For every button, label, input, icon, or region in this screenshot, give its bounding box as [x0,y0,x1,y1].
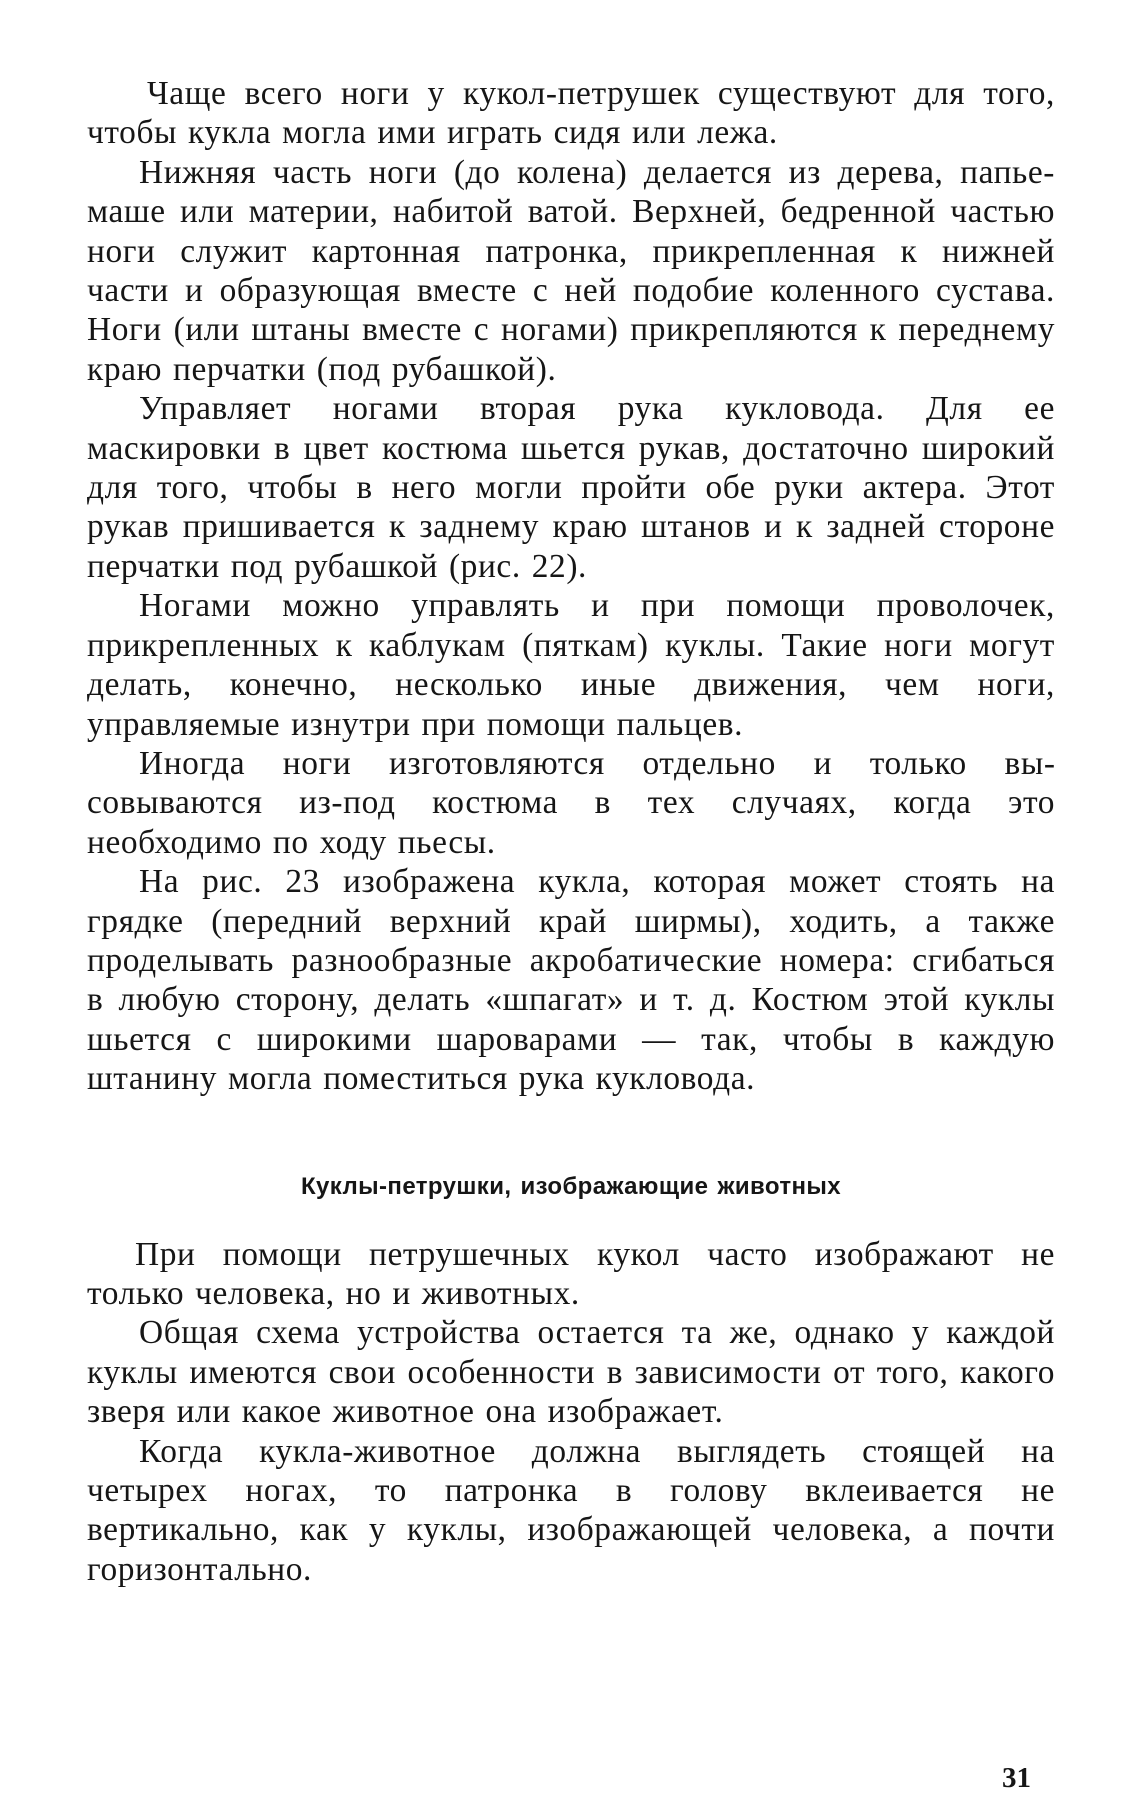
paragraph-acrobat-puppet: На рис. 23 изображена кукла, которая может стоять на грядке (передний верхний край ширмы), ходить, а также проделывать разнообразные акробатические номера: сгибаться в любую сторону, делать «шпагат» и т. д. Костюм этой куклы шьется с широкими шароварами — так, чтобы в каждую штанину могла поместиться рука кукловода. [87,863,1055,1098]
paragraph-legs-control: Управляет ногами вторая рука кукловода. Для ее маскировки в цвет костюма шьется рукав, достаточно широкий для того, чтобы в него могли пройти обе руки актера. Этот рукав пришивается к заднему краю штанов и к задней стороне перчатки под рубашкой (рис. 22). [87,390,1055,585]
paragraph-animals-four-legs: Когда кукла-животное должна выглядеть стоящей на четырех ногах, то патронка в голову вклеивается не вертикально, как у куклы, изображающей человека, а почти горизонтально. [87,1432,1055,1588]
paragraph-legs-purpose: Чаще всего ноги у кукол-петрушек существуют для того, чтобы кукла могла ими играть сидя или лежа. [87,75,1055,152]
paragraph-animals-intro: При помощи петрушечных кукол часто изображают не только человека, но и животных. [87,1235,1055,1312]
page-body [87,74,1055,1589]
paragraph-legs-separate: Иногда ноги изготовляются отдельно и только высовываются из-под костюма в тех случаях, когда это необходимо по ходу пьесы. [87,744,1055,861]
paragraph-legs-wires: Ногами можно управлять и при помощи проволочек, прикрепленных к каблукам (пяткам) куклы. Такие ноги могут делать, конечно, несколько иные движения, чем ноги, управляемые изнутри при помощи пальцев. [87,587,1055,743]
paragraph-animals-scheme: Общая схема устройства остается та же, однако у каждой куклы имеются свои особенности в зависимости от того, какого зверя или какое животное она изображает. [87,1314,1055,1431]
paragraph-legs-construction: Нижняя часть ноги (до колена) делается из дерева, папье-маше или материи, набитой ватой. Верхней, бедренной частью ноги служит картонная патронка, прикрепленная к нижней части и образующая вместе с ней подобие коленного сустава. Ноги (или штаны вместе с ногами) прикрепляются к переднему краю перчатки (под рубашкой). [87,153,1055,388]
section-heading: Куклы-петрушки, изображающие животных [300,1172,842,1200]
page-number: 31 [1002,1762,1031,1794]
